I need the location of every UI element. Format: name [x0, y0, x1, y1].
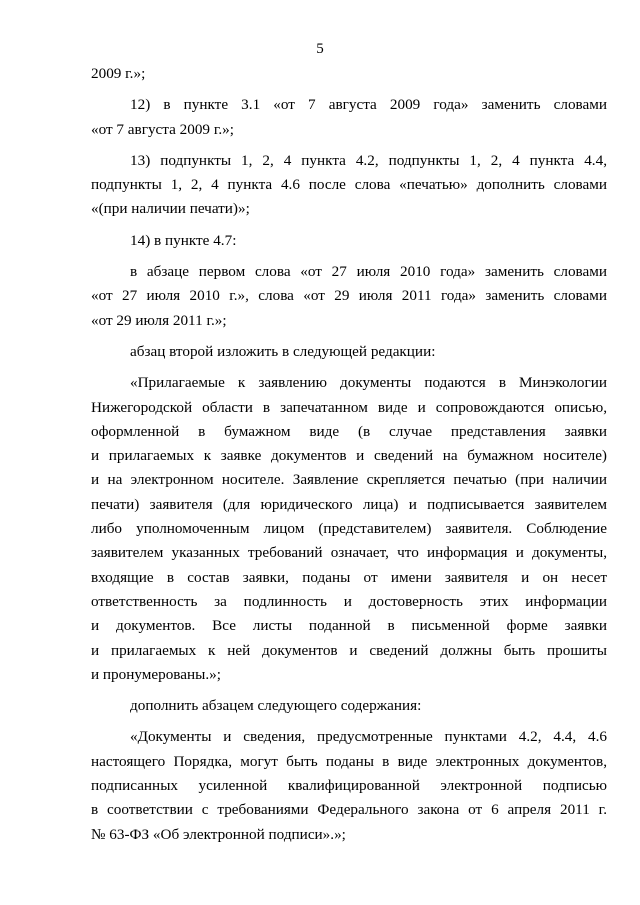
text-line: и пронумерованы.»;	[91, 665, 221, 683]
text-line: 2009 г.»;	[91, 65, 146, 82]
text-line: Нижегородской области в запечатанном виде и сопровождаются описью,	[91, 398, 607, 416]
text-line: заявителем указанных требований означает, что информация и документы,	[91, 544, 607, 562]
text-line: и прилагаемых к заявке документов и сведений на бумажном носителе)	[91, 447, 607, 465]
text-line: подписанных усиленной квалифицированной электронной подписью	[91, 777, 607, 795]
paragraph-gap	[91, 253, 607, 260]
text-line: ответственность за подлинность и достоверность этих информации	[91, 592, 607, 610]
text-line: настоящего Порядка, могут быть поданы в виде электронных документов,	[91, 752, 607, 770]
text-line: «(при наличии печати)»;	[91, 200, 250, 218]
text-line: «Документы и сведения, предусмотренные пунктами 4.2, 4.4, 4.6	[130, 728, 607, 746]
text-line: «Прилагаемые к заявлению документы подаются в Минэкологии	[130, 374, 607, 392]
paragraph-gap	[91, 687, 607, 694]
text-line: 13) подпункты 1, 2, 4 пункта 4.2, подпункты 1, 2, 4 пункта 4.4,	[130, 151, 607, 169]
text-line: № 63-ФЗ «Об электронной подписи».»;	[91, 825, 346, 843]
page-number: 5	[316, 41, 324, 57]
text-line: абзац второй изложить в следующей редакции:	[130, 342, 436, 360]
text-line: дополнить абзацем следующего содержания:	[130, 697, 422, 715]
text-line: 12) в пункте 3.1 «от 7 августа 2009 года» заменить словами	[130, 96, 607, 114]
text-line: в абзаце первом слова «от 27 июля 2010 года» заменить словами	[130, 263, 607, 281]
paragraph-gap	[91, 364, 607, 371]
text-line: в соответствии с требованиями Федерального закона от 6 апреля 2011 г.	[91, 801, 607, 819]
paragraph-gap	[91, 333, 607, 340]
text-line: оформленной в бумажном виде (в случае представления заявки	[91, 422, 607, 440]
text-line: и документов. Все листы поданной в письменной форме заявки	[91, 617, 607, 635]
text-line: «от 29 июля 2011 г.»;	[91, 311, 227, 329]
paragraph-gap	[91, 222, 607, 229]
text-line: «от 7 августа 2009 г.»;	[91, 120, 234, 138]
text-line: и прилагаемых к ней документов и сведений должны быть прошиты	[91, 641, 607, 659]
paragraph-gap	[91, 142, 607, 149]
text-line: либо уполномоченным лицом (представителем) заявителя. Соблюдение	[91, 520, 607, 538]
text-line: входящие в состав заявки, поданы от имени заявителя и он несет	[91, 568, 607, 586]
text-line: «от 27 июля 2010 г.», слова «от 29 июля 2011 года» заменить словами	[91, 287, 607, 305]
paragraph-gap	[91, 86, 607, 93]
text-line: 14) в пункте 4.7:	[130, 231, 237, 249]
text-line: и на электронном носителе. Заявление скрепляется печатью (при наличии	[91, 471, 607, 489]
document-body	[91, 62, 607, 847]
paragraph-gap	[91, 718, 607, 725]
text-line: печати) заявителя (для юридического лица) и подписывается заявителем	[91, 495, 607, 513]
text-line: подпункты 1, 2, 4 пункта 4.6 после слова «печатью» дополнить словами	[91, 176, 607, 194]
